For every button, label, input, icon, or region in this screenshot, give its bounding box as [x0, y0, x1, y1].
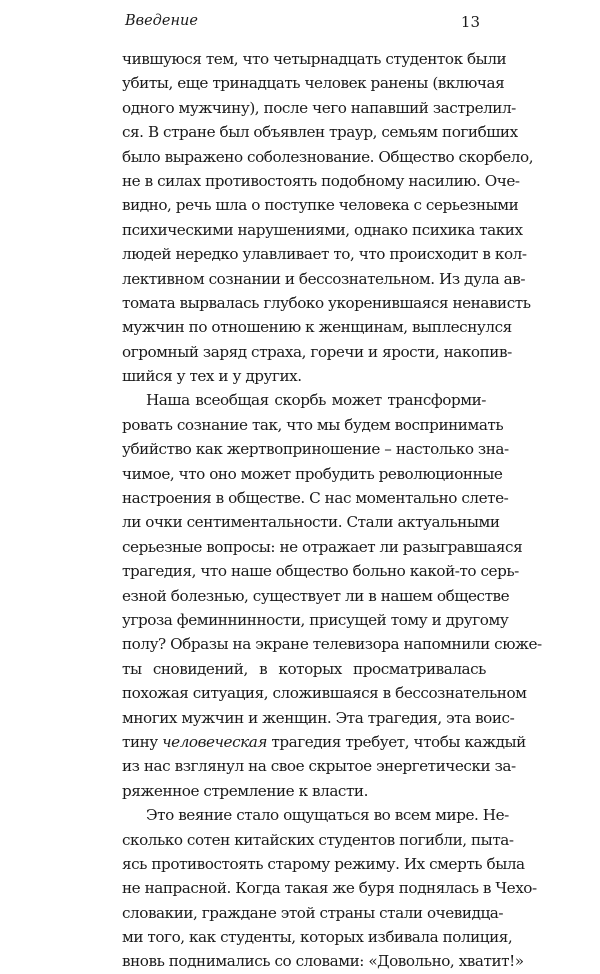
text-line: огромный заряд страха, горечи и ярости, накопив- — [122, 342, 512, 361]
text-line: настроения в обществе. С нас моментально слете- — [122, 489, 509, 508]
text-line: ясь противостоять старому режиму. Их смерть была — [122, 854, 525, 873]
text-line: чимое, что оно может пробудить революционные — [122, 464, 503, 483]
text-line-part: тину — [122, 732, 163, 751]
text-line: было выражено соболезнование. Общество скорбело, — [122, 147, 534, 166]
text-line: мужчин по отношению к женщинам, выплеснулся — [122, 318, 512, 337]
section-title: Введение — [125, 13, 198, 29]
text-line: словакии, граждане этой страны стали очевидца- — [122, 903, 504, 922]
text-line: трагедия, что наше общество больно какой-то серь- — [122, 562, 519, 581]
text-line: полу? Образы на экране телевизора напомнили сюже- — [122, 635, 542, 654]
text-line: ровать сознание так, что мы будем воспринимать — [122, 415, 504, 434]
text-line: ся. В стране был объявлен траур, семьям погибших — [122, 123, 518, 142]
text-line: видно, речь шла о поступке человека с серьезными — [122, 196, 519, 215]
text-line: угроза феминнинности, присущей тому и другому — [122, 610, 509, 629]
text-line: многих мужчин и женщин. Эта трагедия, эта воис- — [122, 708, 515, 727]
text-line: убийство как жертвоприношение – настолько зна- — [122, 440, 509, 459]
text-line-part: трагедия требует, чтобы каждый — [266, 732, 526, 751]
text-line: Это веяние стало ощущаться во всем мире. Не- — [146, 806, 509, 825]
paragraph — [122, 47, 534, 388]
text-line: серьезные вопросы: не отражает ли разыгравшаяся — [122, 537, 523, 556]
text-line: томата вырвалась глубоко укоренившаяся ненависть — [122, 293, 531, 312]
emphasis: человеческая — [162, 732, 267, 751]
text-line: вновь поднимались со словами: «Довольно, хватит!» — [122, 952, 524, 971]
running-header — [125, 13, 480, 35]
text-line: чившуюся тем, что четырнадцать студенток были — [122, 50, 507, 68]
text-line: не в силах противостоять подобному насилию. Оче- — [122, 171, 520, 190]
text-line: не напрасной. Когда такая же буря поднялась в Чехо- — [122, 879, 537, 898]
text-line: лективном сознании и бессознательном. Из дула ав- — [122, 269, 526, 288]
text-line: людей нередко улавливает то, что происходит в кол- — [122, 245, 527, 264]
body-text — [122, 47, 542, 974]
text-line: ряженное стремление к власти. — [122, 781, 368, 800]
paragraph — [122, 803, 537, 974]
page-number: 13 — [460, 13, 480, 31]
text-line: езной болезнью, существует ли в нашем обществе — [122, 586, 510, 605]
text-line: психическими нарушениями, однако психика таких — [122, 220, 523, 239]
text-line: одного мужчину), после чего напавший застрелил- — [122, 98, 516, 117]
text-line: сколько сотен китайских студентов погибли, пыта- — [122, 830, 514, 849]
text-line: ми того, как студенты, которых избивала полиция, — [122, 928, 513, 947]
text-line: шийся у тех и у других. — [122, 367, 302, 386]
text-line: ты сновидений, в которых просматривалась — [122, 659, 486, 678]
text-line: из нас взглянул на свое скрытое энергетически за- — [122, 757, 516, 776]
paragraph — [122, 388, 542, 803]
text-line: Наша всеобщая скорбь может трансформи- — [146, 391, 486, 410]
text-line: ли очки сентиментальности. Стали актуальными — [122, 513, 500, 532]
text-line — [122, 730, 526, 754]
text-line: похожая ситуация, сложившаяся в бессознательном — [122, 684, 527, 703]
text-line: убиты, еще тринадцать человек ранены (включая — [122, 74, 505, 93]
